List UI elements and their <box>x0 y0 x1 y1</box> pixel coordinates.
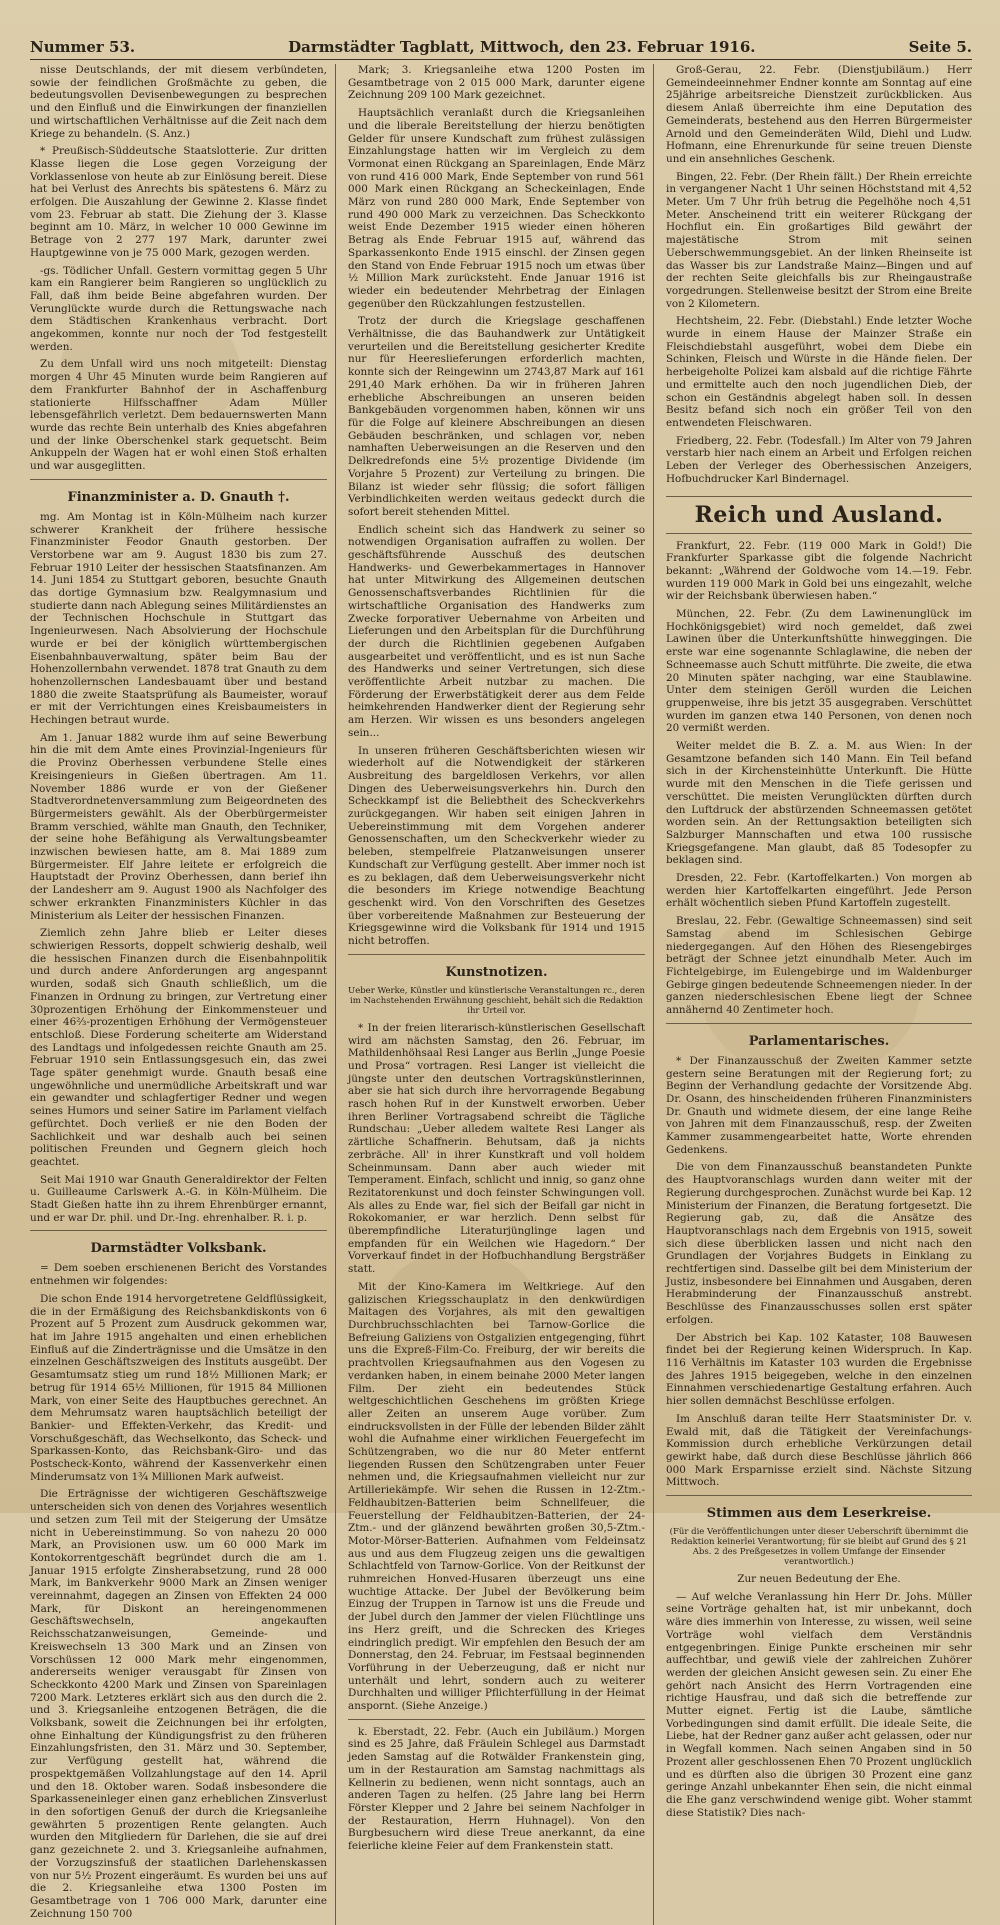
column-3 <box>666 64 972 1925</box>
divider <box>30 479 327 480</box>
column-2 <box>348 64 654 1925</box>
editorial-note: Ueber Werke, Künstler und künstlerische Veranstaltungen rc., deren im Nachstehenden Erwähnung geschieht, behält sich die Redaktion ihr Urteil vor. <box>348 985 645 1016</box>
headline-leserkreise: Stimmen aus dem Leserkreise. <box>706 1506 932 1522</box>
article-paragraph: Mark; 3. Kriegsanleihe etwa 1200 Posten im Gesamtbetrage von 2 015 000 Mark, darunter eigene Zeichnung 209 100 Mark gezeichnet. <box>348 64 645 102</box>
article-paragraph: Mit der Kino-Kamera im Weltkriege. Auf den galizischen Kriegsschauplatz in den denkwürdigen Maitagen des Vorjahres, als mit den gewaltigen Durchbruchsschlachten bei Tarnow-Gorlice die Befreiung Galiziens von Ostgalizien entgegenging, führt uns die Expreß-Film-Co. Freiburg, der wir bereits die prachtvollen Kriegsaufnahmen aus den Vogesen zu verdanken haben, in einem beinahe 2000 Meter langen Film. Der zieht ein bedeutendes Stück weltgeschichtlichen Geschehens im größten Kriege aller Zeiten an unserem Auge vorüber. Zum eindrucksvollsten in der Fülle der lebenden Bilder zählt wohl die Aufnahme einer wirklichen Feuergefecht im Schützengraben, wo die nur 80 Meter entfernt liegenden Russen den Schützengraben unter Feuer nehmen und, die Kriegsaufnahmen vielleicht nur zur Artilleriekämpfe. Wir sehen die Russen in 12-Ztm.-Feldhaubitzen-Batterien beim Schnellfeuer, die Feuerstellung der Feldhaubitzen-Batterien, der 24-Ztm.- und der glänzend bewährten großen 30,5-Ztm.-Motor-Mörser-Batterien. Aufnahmen vom Feldeinsatz aus und aus dem Flugzeug zeigen uns die gewaltigen Schlachtfeld von Tarnow-Gorlice. Von der Reitkunst der ruhmreichen Honved-Husaren überzeugt uns eine wuchtige Attacke. Der Jubel der Bevölkerung beim Einzug der Truppen in Tarnow ist uns die Freude und der Jubel durch den Jammer der vielen Flüchtlinge uns ins Herz greift, und die Schrecken des Krieges eindringlich predigt. Wir empfehlen den Besuch der am Donnerstag, den 24. Februar, im Festsaal beginnenden Vorführung in der Ueberzeugung, daß er nicht nur unterhält und lehrt, sondern auch zu weiterer Durchhalten und williger Pflichterfüllung in der Heimat anspornt. (Siehe Anzeige.) <box>348 1280 646 1713</box>
article-paragraph: Hechtsheim, 22. Febr. (Diebstahl.) Ende letzter Woche wurde in einem Hause der Mainzer Straße ein Fleischdiebstahl ausgeführt, wobei dem Diebe ein Schinken, Fleisch und Würste in die Hände fielen. Der herbeigeholte Polizei kam alsbald auf die richtige Fährte und ermittelte auch den noch jugendlichen Dieb, der schon ein Geständnis abgelegt haben soll. In dessen Besitz befand sich noch ein größer Teil von den entwendeten Fleischwaren. <box>666 315 972 429</box>
article-paragraph: Seit Mai 1910 war Gnauth Generaldirektor der Felten u. Guilleaume Carlswerk A.-G. in Köln-Mülheim. Die Stadt Gießen hatte ihn zu ihrem Ehrenbürger ernannt, und er war Dr. phil. und Dr.-Ing. ehrenhalber. R. i. p. <box>30 1173 327 1224</box>
article-paragraph: Der Abstrich bei Kap. 102 Kataster, 108 Bauwesen findet bei der Regierung keinen Widerspruch. In Kap. 116 Verhältnis im Kataster 103 wurden die Ergebnisse des Jahres 1915 beigegeben, welche in den einzelnen Einnahmen verschiedenartige Gestaltung erfahren. Auch hier sollen demnächst Beschlüsse erfolgen. <box>666 1331 972 1408</box>
article-paragraph: Die schon Ende 1914 hervorgetretene Geldflüssigkeit, die in der Ermäßigung des Reichsbankdiskonts von 6 Prozent auf 5 Prozent zum Ausdruck gekommen war, hat im Jahre 1915 angehalten und einen erheblichen Einfluß auf die Zinderträgnisse und die Umsätze in den einzelnen Geschäftszweigen des Instituts ausgeübt. Der Gesamtumsatz stieg um rund 18½ Millionen Mark; er betrug für 1914 65½ Millionen, für 1915 84 Millionen Mark, von einer Seite des Hauptbuches gerechnet. An dem Mehrumsatz waren hauptsächlich beteiligt der Bankier- und Effekten-Verkehr, das Kredit- und Vorschußgeschäft, das Wechselkonto, das Scheck- und Sparkassen-Konto, das Reichsbank-Giro- und das Postscheck-Konto, während der Kassenverkehr einen Minderumsatz von 1¾ Millionen Mark aufweist. <box>30 1292 327 1483</box>
article-paragraph: Friedberg, 22. Febr. (Todesfall.) Im Alter von 79 Jahren verstarb hier nach einem an Arbeit und Erfolgen reichen Leben der Verleger des Oberhessischen Anzeigers, Hofbuchdrucker Karl Bindernagel. <box>666 434 972 485</box>
column-1 <box>30 64 336 1925</box>
article-paragraph: Am 1. Januar 1882 wurde ihm auf seine Bewerbung hin die mit dem Amte eines Provinzial-Ingenieurs für die Provinz Oberhessen verbundene Stelle eines Kreisingenieurs in Gießen übertragen. Am 11. November 1886 wurde er von der Gießener Stadtverordnetenversammlung zum Beigeordneten des Bürgermeisters gewählt. Als der Oberbürgermeister Bramm verschied, wählte man Gnauth, den Techniker, der seine hohe Befähigung als Verwaltungsbeamter inzwischen bewiesen hatte, am 8. Mai 1889 zum Bürgermeister. Elf Jahre leitete er erfolgreich die Hauptstadt der Provinz Oberhessen, dann berief ihn der Landesherr am 9. August 1900 als Nachfolger des schwer erkrankten Finanzministers Küchler in das Ministerium als Leiter der hessischen Finanzen. <box>30 731 327 922</box>
headline-reich-und-ausland: Reich und Ausland. <box>666 496 972 534</box>
divider <box>30 1230 327 1231</box>
article-paragraph: nisse Deutschlands, der mit diesem verbündeten, sowie der feindlichen Großmächte zu geben, die bedeutungsvollen Devisenbewegungen zu besprechen und den Einfluß und die Einwirkungen der finanziellen und wirtschaftlichen Verhältnisse auf die Zeit nach dem Kriege zu behandeln. (S. Anz.) <box>30 64 327 140</box>
article-paragraph: Dresden, 22. Febr. (Kartoffelkarten.) Von morgen ab werden hier Kartoffelkarten eingeführt. Jede Person erhält wöchentlich sieben Pfund Kartoffeln zugestellt. <box>666 872 972 910</box>
article-paragraph: Im Anschluß daran teilte Herr Staatsminister Dr. v. Ewald mit, daß die Tätigkeit der Vereinfachungs-Kommission durch erhebliche Verkürzungen detail gewirkt habe, daß durch diese Beschlüsse jährlich 866 000 Mark Ersparnisse erzielt sind. Nächste Sitzung Mittwoch. <box>666 1412 972 1489</box>
article-paragraph: mg. Am Montag ist in Köln-Mülheim nach kurzer schwerer Krankheit der frühere hessische Finanzminister Feodor Gnauth gestorben. Der Verstorbene war am 9. August 1830 bis zum 27. Februar 1910 Leiter der hessischen Staatsfinanzen. Am 14. Juni 1854 zu Stuttgart geboren, besuchte Gnauth das dortige Gymnasium bzw. Realgymnasium und studierte dann nach Ablegung seines Militärdienstes an der Technischen Hochschule in Stuttgart das Ingenieurwesen. Nach Absolvierung der Hochschule wurde er bei der königlich württembergischen Eisenbahnbauverwaltung, später beim Bau der Hohenzollernbahn verwendet. 1878 trat Gnauth zu dem hohenzollernschen Landesbauamt über und bestand 1880 die zweite Staatsprüfung als Baumeister, worauf er mit der Verrichtungen eines Kreisbaumeisters in Hechingen betraut wurde. <box>30 510 327 727</box>
divider <box>348 954 645 955</box>
letter-title: Zur neuen Bedeutung der Ehe. <box>737 1573 901 1586</box>
article-paragraph: Hauptsächlich veranlaßt durch die Kriegsanleihen und die liberale Bereitstellung der hierzu benötigten Gelder für unsere Kundschaft zum frühest zulässigen Einzahlungstage hatten wir im Vergleich zu dem Vormonat einen Rückgang an Spareinlagen, Ende März von rund 416 000 Mark, Ende September von rund 561 000 Mark einen Rückgang an Scheckeinlagen, Ende März von rund 280 000 Mark, Ende September von rund 490 000 Mark zu verzeichnen. Das Scheckkonto weist Ende Dezember 1915 wieder einen höheren Betrag als Ende Februar 1915 auf, während das Sparkassenkonto Ende 1915 einschl. der Zinsen gegen den Stand von Ende Februar 1915 noch um etwas über ½ Million Mark zurücksteht. Ende Januar 1916 ist wieder ein bedeutender Mehrbetrag der Einlagen gegenüber den Rückzahlungen festzustellen. <box>348 107 645 310</box>
article-paragraph: Weiter meldet die B. Z. a. M. aus Wien: In der Gesamtzone befanden sich 140 Mann. Ein Teil befand sich in der Kirchensteinhütte Unterkunft. Die Hütte wurde mit den Menschen in die Tiefe gerissen und verschüttet. Die meisten Verunglückten dürften durch den Luftdruck der abstürzenden Schneemassen getötet worden sein. An der Rettungsaktion beteiligten sich Salzburger Mannschaften und etwa 100 russische Kriegsgefangene. Man glaubt, daß 85 Todesopfer zu beklagen sind. <box>666 740 972 867</box>
article-paragraph: Bingen, 22. Febr. (Der Rhein fällt.) Der Rhein erreichte in vergangener Nacht 1 Uhr seinen Höchststand mit 4,52 Meter. Um 7 Uhr früh betrug die Pegelhöhe noch 4,51 Meter. Anscheinend tritt ein weiterer Rückgang der Hochflut ein. Ein großartiges Bild gewährt der majestätische Strom mit seinen Ueberschwemmungsgebiet. An der linken Rheinseite ist das Wasser bis zur Landstraße Mainz—Bingen und auf der rechten Seite gleichfalls bis zur Rheingaustraße vorgedrungen. Stellenweise besitzt der Strom eine Breite von 2 Kilometern. <box>666 170 972 310</box>
article-paragraph: -gs. Tödlicher Unfall. Gestern vormittag gegen 5 Uhr kam ein Rangierer beim Rangieren so unglücklich zu Fall, daß ihm beide Beine abgefahren wurden. Der Verunglückte wurde durch die Rettungswache nach dem Städtischen Krankenhaus verbracht. Dort angekommen, konnte nur noch der Tod festgestellt werden. <box>30 264 327 353</box>
divider <box>666 1495 972 1496</box>
headline-parlamentarisches: Parlamentarisches. <box>748 1033 890 1049</box>
divider <box>348 1719 645 1720</box>
article-paragraph: Die von dem Finanzausschuß beanstandeten Punkte des Hauptvoranschlags wurden dann weiter mit der Regierung durchgesprochen. Zunächst wurde bei Kap. 12 Ministerium der Finanzen, die Beratung fortgesetzt. Die Regierung gab, zu, daß die Ansätze des Hauptvoranschlags nach dem Ergebnis von 1915, soweit sich diese überblicken lassen und nicht nach den Grundlagen der Vorjahres Budgets in Einklang zu rechtfertigen sind. Dasselbe gilt bei dem Ministerium der Justiz, insbesondere bei Einnahmen und Ausgaben, deren Herabminderung der Finanzausschuß anstrebt. Beschlüsse des Finanzausschusses sollen erst später erfolgen. <box>666 1161 972 1326</box>
article-paragraph: * In der freien literarisch-künstlerischen Gesellschaft wird am nächsten Samstag, den 26. Februar, im Mathildenhöhsaal Resi Langer aus Berlin „Junge Poesie und Prosa“ vortragen. Resi Langer ist vielleicht die jüngste unter den deutschen Vortragskünstlerinnen, aber sie hat sich durch ihre hervorragende Begabung rasch hohen Ruf in der Kunstwelt erworben. Ueber ihren Berliner Vortragsabend schreibt die Tägliche Rundschau: „Ueber alledem waltete Resi Langer als zärtliche Schaffnerin. Behutsam, daß ja nichts zerbräche. All' in ihrer Kunstkraft und voll holdem Scheinmunsam. Dann aber auch wieder mit Temperament. Einfach, schlicht und innig, so ganz ohne Rezitatorenkunst und doch feinster Schwingungen voll. Als alles zu Ende war, fiel sich der Beifall gar nicht in Rokokomanier, er war herzlich. Denn selbst für überempfindliche Literaturjünglinge lagen und empfanden für ein Weilchen wie Hagedorn.“ Der Vorverkauf findet in der Hofbuchhandlung Bergsträßer statt. <box>348 1021 645 1276</box>
article-paragraph: * Der Finanzausschuß der Zweiten Kammer setzte gestern seine Beratungen mit der Regierung fort; zu Beginn der Verhandlung gedachte der Vorsitzende Abg. Dr. Osann, des hinscheidenden früheren Finanzministers Dr. Gnauth und widmete diesem, der eine lange Reihe von Jahren mit dem Finanzausschuß, resp. der Zweiten Kammer zusammengearbeitet hatte, Worte ehrenden Gedenkens. <box>666 1054 972 1156</box>
article-paragraph: k. Eberstadt, 22. Febr. (Auch ein Jubiläum.) Morgen sind es 25 Jahre, daß Fräulein Schlegel aus Darmstadt jeden Samstag auf die Rotwälder Frankenstein ging, um in der Restauration am Samstag nachmittags als Kellnerin zu bedienen, wenn nicht sonntags, auch an anderen Tagen zu helfen. (25 Jahre lang bei Herrn Förster Klepper und 2 Jahre bei seinem Nachfolger in der Restauration, Herrn Huhnagel). Von den Burgbesuchern wird diese Treue anerkannt, da eine feierliche kleine Feier auf dem Frankenstein statt. <box>348 1725 645 1853</box>
article-paragraph: Breslau, 22. Febr. (Gewaltige Schneemassen) sind seit Samstag abend im Schlesischen Gebirge niedergegangen. Auf den Höhen des Riesengebirges beträgt der Schnee jetzt einundhalb Meter. Auch im Fichtelgebirge, im Eulengebirge und im Waldenburger Gebirge gingen bedeutende Schneemengen nieder. In der ganzen niederschlesischen Ebene liegt der Schnee annähernd 40 Zentimeter hoch. <box>666 915 972 1017</box>
article-paragraph: Zu dem Unfall wird uns noch mitgeteilt: Dienstag morgen 4 Uhr 45 Minuten wurde beim Rangieren auf dem Frankfurter Bahnhof der in Aschaffenburg stationierte Hilfsschaffner Adam Müller lebensgefährlich verletzt. Dem bedauernswerten Mann wurde das rechte Bein unterhalb des Knies abgefahren und der linke Oberschenkel stark gequetscht. Beim Ankuppeln der Wagen hat er wohl einen Stoß erhalten und war ausgeglitten. <box>30 358 327 473</box>
article-paragraph: München, 22. Febr. (Zu dem Lawinenunglück im Hochkönigsgebiet) wird noch gemeldet, daß zwei Lawinen über die Unterkunftshütte hinweggingen. Die erste war eine sogenannte Schlaglawine, die neben der Schneemasse auch Schutt mitführte. Die zweite, die etwa 20 Minuten später nachging, war eine Staublawine. Unter dem steinigen Geröll wurden die Leichen gruppenweise, ihre bis jetzt 35 ausgegraben. Verschüttet wurden im ganzen etwa 140 Personen, von denen noch 20 vermißt werden. <box>666 608 972 735</box>
issue-number: Nummer 53. <box>30 38 136 56</box>
article-paragraph: Die Erträgnisse der wichtigeren Geschäftszweige unterscheiden sich von denen des Vorjahres wesentlich und setzen zum Teil mit der Steigerung der Umsätze nicht in Uebereinstimmung. So von nahezu 20 000 Mark, an Provisionen usw. um 60 000 Mark im Kontokorrentgeschäft begründet durch die am 1. Januar 1915 erfolgte Zinsherabsetzung, rund 28 000 Mark, im Bankverkehr 9000 Mark an Zinsen weniger vereinnahmt, dagegen an Zinsen von Effekten 24 000 Mark, für Diskont an hereingenommenen Geschäftswechseln, angekauften Reichsschatzanweisungen, Gemeinde- und Kreiswechseln 13 300 Mark und an Zinsen von Vorschüssen 12 000 Mark mehr eingenommen, andererseits weniger verausgabt für Zinsen von Scheckkonto 4200 Mark und Zinsen von Spareinlagen 7200 Mark. Letzteres erklärt sich aus den durch die 2. und 3. Kriegsanleihe entzogenen Beträgen, die die Volksbank, soweit die Zeichnungen bei ihr erfolgten, ohne Einhaltung der Kündigungsfrist zu den früheren Einzahlungsfristen, den 31. März und 30. September, zur Verfügung gestellt hat, während die prospektgemäßen Vollzahlungstage auf den 14. April und den 18. Oktober waren. Sodaß insbesondere die Sparkasseneinleger einen ganz erheblichen Zinsverlust in den sofortigen Genuß der durch die Kriegsanleihe gewährten 5 prozentigen Rente gelangten. Auch wurden den Mitgliedern für Darlehen, die sie auf drei ganz gezeichnete 2. und 3. Kriegsanleihe aufnahmen, der Vorzugszinsfuß der staatlichen Darlehenskassen von nur 5½ Prozent eingeräumt. Es wurden bei uns auf die 2. Kriegsanleihe etwa 1300 Posten im Gesamtbetrage von 1 706 000 Mark, darunter eine Zeichnung 150 700 <box>30 1488 327 1920</box>
headline-gnauth: Finanzminister a. D. Gnauth †. <box>67 489 290 505</box>
masthead-date: Darmstädter Tagblatt, Mittwoch, den 23. Februar 1916. <box>288 38 756 56</box>
article-paragraph: Groß-Gerau, 22. Febr. (Dienstjubiläum.) Herr Gemeindeeinnehmer Endner konnte am Sonntag auf eine 25jährige arbeitsreiche Dienstzeit zurückblicken. Aus diesem Anlaß überreichte ihm eine Deputation des Gemeinderats, bestehend aus den Herren Bürgermeister Arnold und den Gemeinderäten Wild, Diehl und Ludw. Hofmann, eine Ehrenurkunde für seine treuen Dienste und ein ansehnliches Geschenk. <box>666 64 972 165</box>
article-paragraph: Ziemlich zehn Jahre blieb er Leiter dieses schwierigen Ressorts, doppelt schwierig deshalb, weil die hessischen Finanzen durch die Eisenbahnpolitik und durch andere Anforderungen arg angespannt wurden, sodaß sich Gnauth schließlich, um die Finanzen in Ordnung zu bringen, zur Vertretung einer 30prozentigen Erhöhung der Einkommensteuer und einer 46⅔-prozentigen Erhöhung der Vermögensteuer entschloß. Diese Forderung scheiterte am Widerstand des Landtags und infolgedessen reichte Gnauth am 25. Februar 1910 sein Entlassungsgesuch ein, das zwei Tage später genehmigt wurde. Gnauth besaß eine ungewöhnliche und unermüdliche Arbeitskraft und war ein gewandter und schlagfertiger Redner und wegen seines Humors und seiner Satire im Parlament vielfach gefürchtet. Doch verließ er nie den Boden der Sachlichkeit und war deshalb auch bei seinen politischen Freunden und Gegnern gleich hoch geachtet. <box>30 927 327 1168</box>
page-number: Seite 5. <box>908 38 972 56</box>
page-header <box>30 38 972 60</box>
editorial-note: (Für die Veröffentlichungen unter dieser Ueberschrift übernimmt die Redaktion keinerlei Verantwortung; für sie bleibt auf Grund des § 21 Abs. 2 des Preßgesetzes in vollem Umfange der Einsender verantwortlich.) <box>669 1527 969 1568</box>
article-paragraph: Endlich scheint sich das Handwerk zu seiner so notwendigen Organisation aufraffen zu wollen. Der geschäftsführende Ausschuß des deutschen Handwerks- und Gewerbekammertages in Hannover hat unter Mitwirkung des Allgemeinen deutschen Genossenschaftsverbandes Richtlinien für die wirtschaftliche Organisation des Handwerks zum Zwecke forporativer Uebernahme von Arbeiten und Lieferungen und den Arbeitsplan für die Durchführung der durch die Richtlinien gegebenen Aufgaben ausgearbeitet und veröffentlicht, und es ist nun Sache des Handwerks und seiner Vertretungen, sich diese veröffentlichte Arbeit nutzbar zu machen. Die Förderung der Erwerbstätigkeit derer aus dem Felde heimkehrenden Handwerker dient der Regierung sehr am Herzen. Wir wissen es uns besonders angelegen sein... <box>348 523 645 739</box>
article-columns <box>30 64 972 1920</box>
article-paragraph: = Dem soeben erschienenen Bericht des Vorstandes entnehmen wir folgendes: <box>30 1262 327 1288</box>
headline-volksbank: Darmstädter Volksbank. <box>90 1241 267 1257</box>
article-paragraph: — Auf welche Veranlassung hin Herr Dr. Johs. Müller seine Vorträge gehalten hat, ist mir unbekannt, doch wäre dies immerhin von Interesse, zu wissen, weil seine Vorträge wohl vielfach dem Verständnis entgegenbringen. Einige Punkte erscheinen mir sehr auffechtbar, und gewiß viele der zahlreichen Zuhörer werden der gleichen Ansicht gewesen sein. Zu einer Ehe gehört nach Ansicht des Herrn Vortragenden eine richtige Hausfrau, und daß sich die betreffende zur Mutter eignet. Fertig ist die Laube, sämtliche Vorbedingungen sind damit erfüllt. Die ideale Seite, die Liebe, hat der Redner ganz außer acht gelassen, oder nur in Wegfall kommen. Nach seinen Angaben sind in 50 Prozent aller geschlossenen Ehen 70 Prozent unglücklich und es dürften also die übrigen 30 Prozent eine ganz geringe Anzahl unbekannter Ehen sein, die nicht einmal die Ehe ganz verschwindend wenige gibt. Woher stammt diese Statistik? Dies nach- <box>666 1590 972 1819</box>
headline-kunstnotizen: Kunstnotizen. <box>445 964 548 980</box>
article-paragraph: Trotz der durch die Kriegslage geschaffenen Verhältnisse, die das Bauhandwerk zur Untätigkeit verurteilen und die Bereitstellung gesicherter Kredite nur für Heereslieferungen erforderlich machten, konnte sich der Reingewinn um 2743,87 Mark auf 161 291,40 Mark erhöhen. Da wir in früheren Jahren erhebliche Abschreibungen an unseren beiden Bankgebäuden vorgenommen haben, können wir uns für die Folge auf kleinere Abschreibungen an diesen Gebäuden beschränken, und schlagen vor, neben namhaften Ueberweisungen an die Reserven und den Delkredrefonds eine 5½ prozentige Dividende (im Vorjahre 5 Prozent) zur Verteilung zu bringen. Die Bilanz ist wieder sehr flüssig; die sofort fälligen Verbindlichkeiten werden weitaus gedeckt durch die sofort bereit stehenden Mittel. <box>348 315 645 518</box>
article-paragraph: Frankfurt, 22. Febr. (119 000 Mark in Gold!) Die Frankfurter Sparkasse gibt die folgende Nachricht bekannt: „Während der Goldwoche vom 14.—19. Febr. wurden 119 000 Mark in Gold bei uns eingezahlt, welche wir der Reichsbank überwiesen haben.“ <box>666 539 972 603</box>
divider <box>666 1023 972 1024</box>
article-paragraph: In unseren früheren Geschäftsberichten wiesen wir wiederholt auf die Notwendigkeit der stärkeren Ausbreitung des bargeldlosen Verkehrs, vor allen Dingen des Ueberweisungsverkehrs hin. Durch den Scheckkampf ist die Beliebtheit des Scheckverkehrs zurückgegangen. Wir haben seit einigen Jahren in Uebereinstimmung mit dem Vorgehen anderer Genossenschaften, um den Scheckverkehr wieder zu beleben, stempelfreie Platzanweisungen unserer Kundschaft zur Verfügung gestellt. Aber immer noch ist es zu beklagen, daß dem Ueberweisungsverkehr nicht die besonders im Kriege notwendige Beachtung geschenkt wird. Von den Vorschriften des Gesetzes über vorbereitende Maßnahmen zur Besteuerung der Kriegsgewinne wird die Volksbank für 1914 und 1915 nicht betroffen. <box>348 744 645 948</box>
article-paragraph: * Preußisch-Süddeutsche Staatslotterie. Zur dritten Klasse liegen die Lose gegen Vorzeigung der Vorklassenlose von heute ab zur Einlösung bereit. Diese hat bei Verlust des Anrechts bis spätestens 6. März zu erfolgen. Die Auszahlung der Gewinne 2. Klasse findet vom 23. Februar ab statt. Die Ziehung der 3. Klasse beginnt am 10. März, in welcher 10 000 Gewinne im Betrage von 2 277 197 Mark, darunter zwei Hauptgewinne von je 75 000 Mark, gezogen werden. <box>30 145 327 259</box>
